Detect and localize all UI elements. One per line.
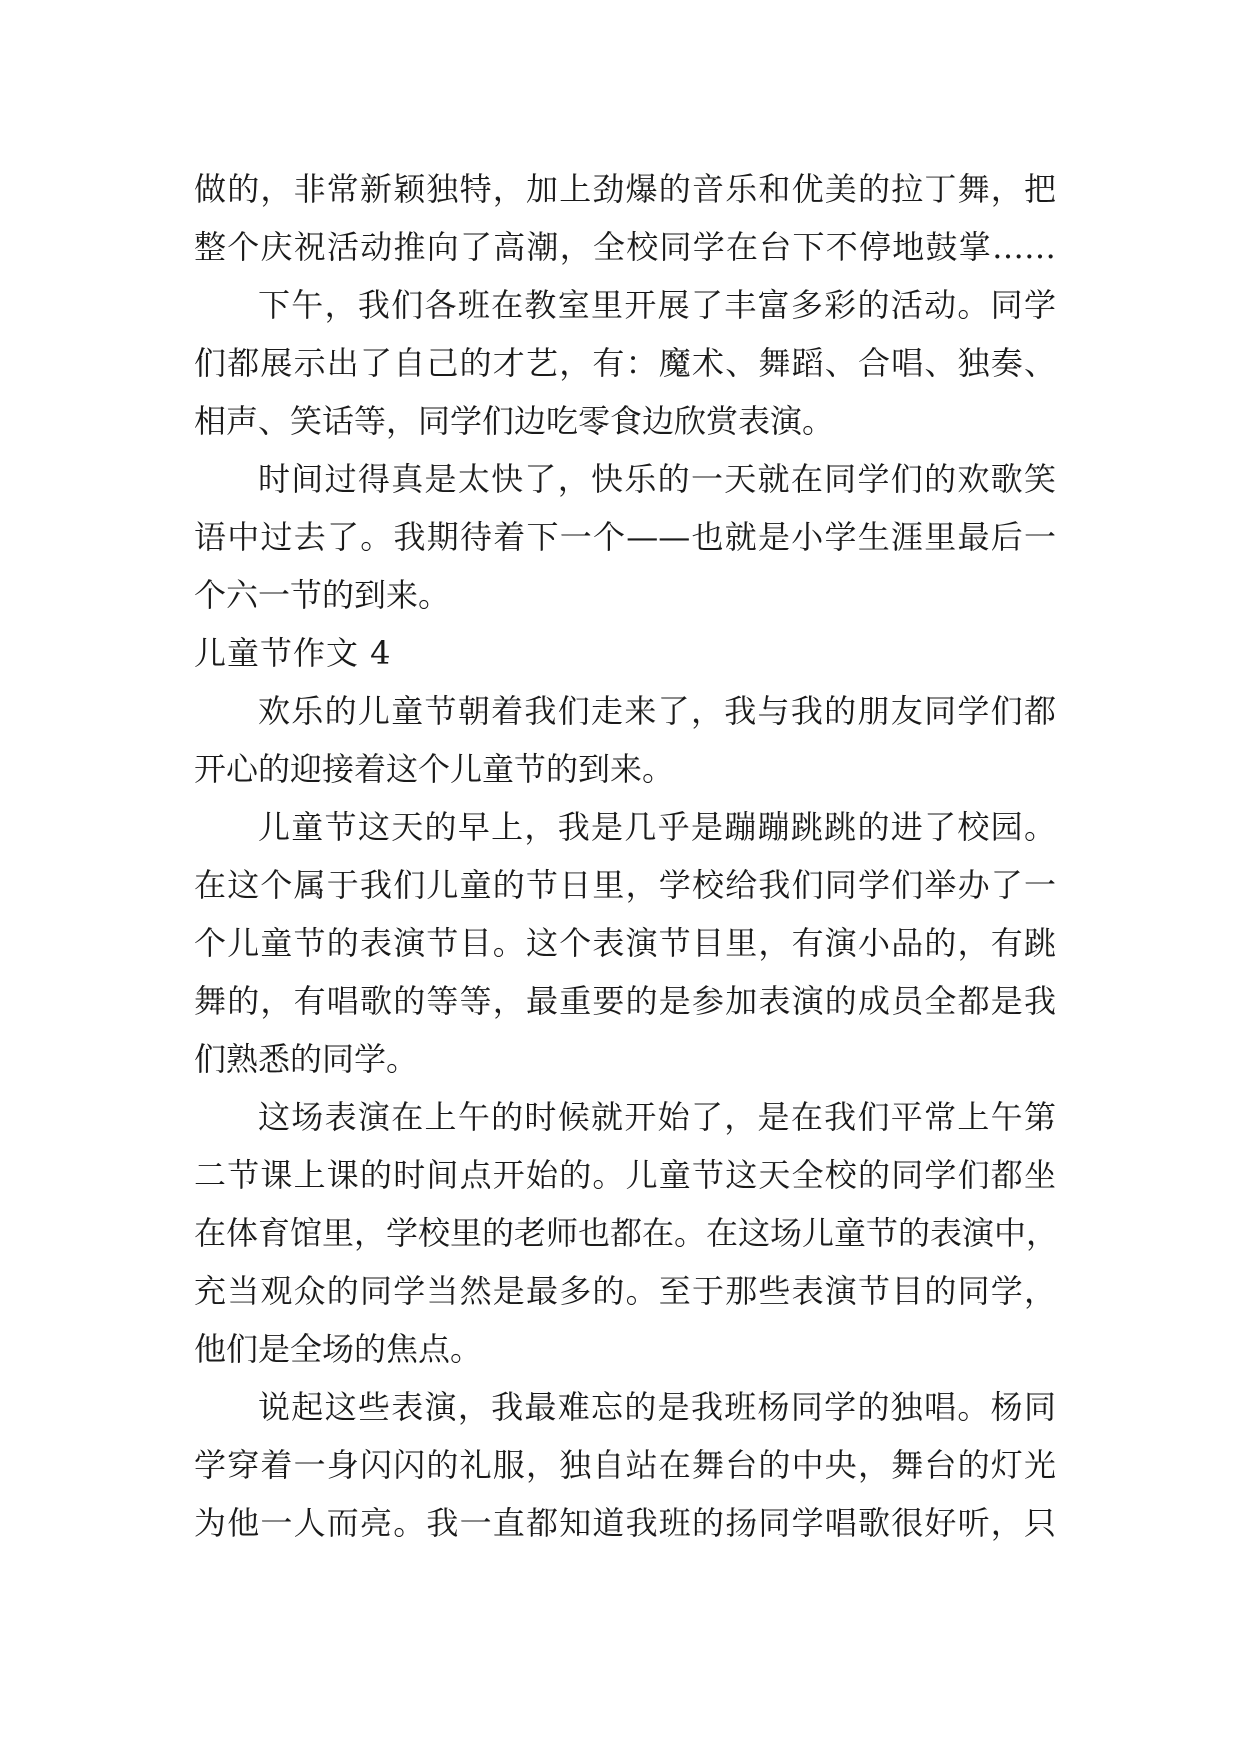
text-line: 整个庆祝活动推向了高潮，全校同学在台下不停地鼓掌……	[194, 228, 1056, 266]
section-heading: 儿童节作文 4	[194, 634, 392, 672]
text-line: 他们是全场的焦点。	[194, 1330, 483, 1368]
text-line: 充当观众的同学当然是最多的。至于那些表演节目的同学，	[194, 1272, 1056, 1310]
text-line: 语中过去了。我期待着下一个——也就是小学生涯里最后一	[194, 518, 1056, 556]
paragraph-start-line: 这场表演在上午的时候就开始了，是在我们平常上午第	[258, 1098, 1056, 1136]
text-line: 舞的，有唱歌的等等，最重要的是参加表演的成员全都是我	[194, 982, 1056, 1020]
paragraph-start-line: 下午，我们各班在教室里开展了丰富多彩的活动。同学	[258, 286, 1056, 324]
text-line: 在这个属于我们儿童的节日里，学校给我们同学们举办了一	[194, 866, 1056, 904]
paragraph-start-line: 时间过得真是太快了，快乐的一天就在同学们的欢歌笑	[258, 460, 1056, 498]
paragraph-start-line: 欢乐的儿童节朝着我们走来了，我与我的朋友同学们都	[258, 692, 1056, 730]
text-line: 在体育馆里，学校里的老师也都在。在这场儿童节的表演中，	[194, 1214, 1059, 1252]
paragraph-start-line: 儿童节这天的早上，我是几乎是蹦蹦跳跳的进了校园。	[258, 808, 1056, 846]
text-line: 们都展示出了自己的才艺，有：魔术、舞蹈、合唱、独奏、	[194, 344, 1056, 382]
text-line: 二节课上课的时间点开始的。儿童节这天全校的同学们都坐	[194, 1156, 1056, 1194]
text-line: 做的，非常新颖独特，加上劲爆的音乐和优美的拉丁舞，把	[194, 170, 1056, 208]
text-line: 相声、笑话等，同学们边吃零食边欣赏表演。	[194, 402, 835, 440]
paragraph-start-line: 说起这些表演，我最难忘的是我班杨同学的独唱。杨同	[258, 1388, 1056, 1426]
text-line: 个儿童节的表演节目。这个表演节目里，有演小品的，有跳	[194, 924, 1056, 962]
text-line: 为他一人而亮。我一直都知道我班的扬同学唱歌很好听，只	[194, 1504, 1056, 1542]
document-page	[194, 160, 1059, 1552]
text-line: 们熟悉的同学。	[194, 1040, 419, 1078]
text-line: 开心的迎接着这个儿童节的到来。	[194, 750, 675, 788]
text-line: 学穿着一身闪闪的礼服，独自站在舞台的中央，舞台的灯光	[194, 1446, 1056, 1484]
text-line: 个六一节的到来。	[194, 576, 451, 614]
